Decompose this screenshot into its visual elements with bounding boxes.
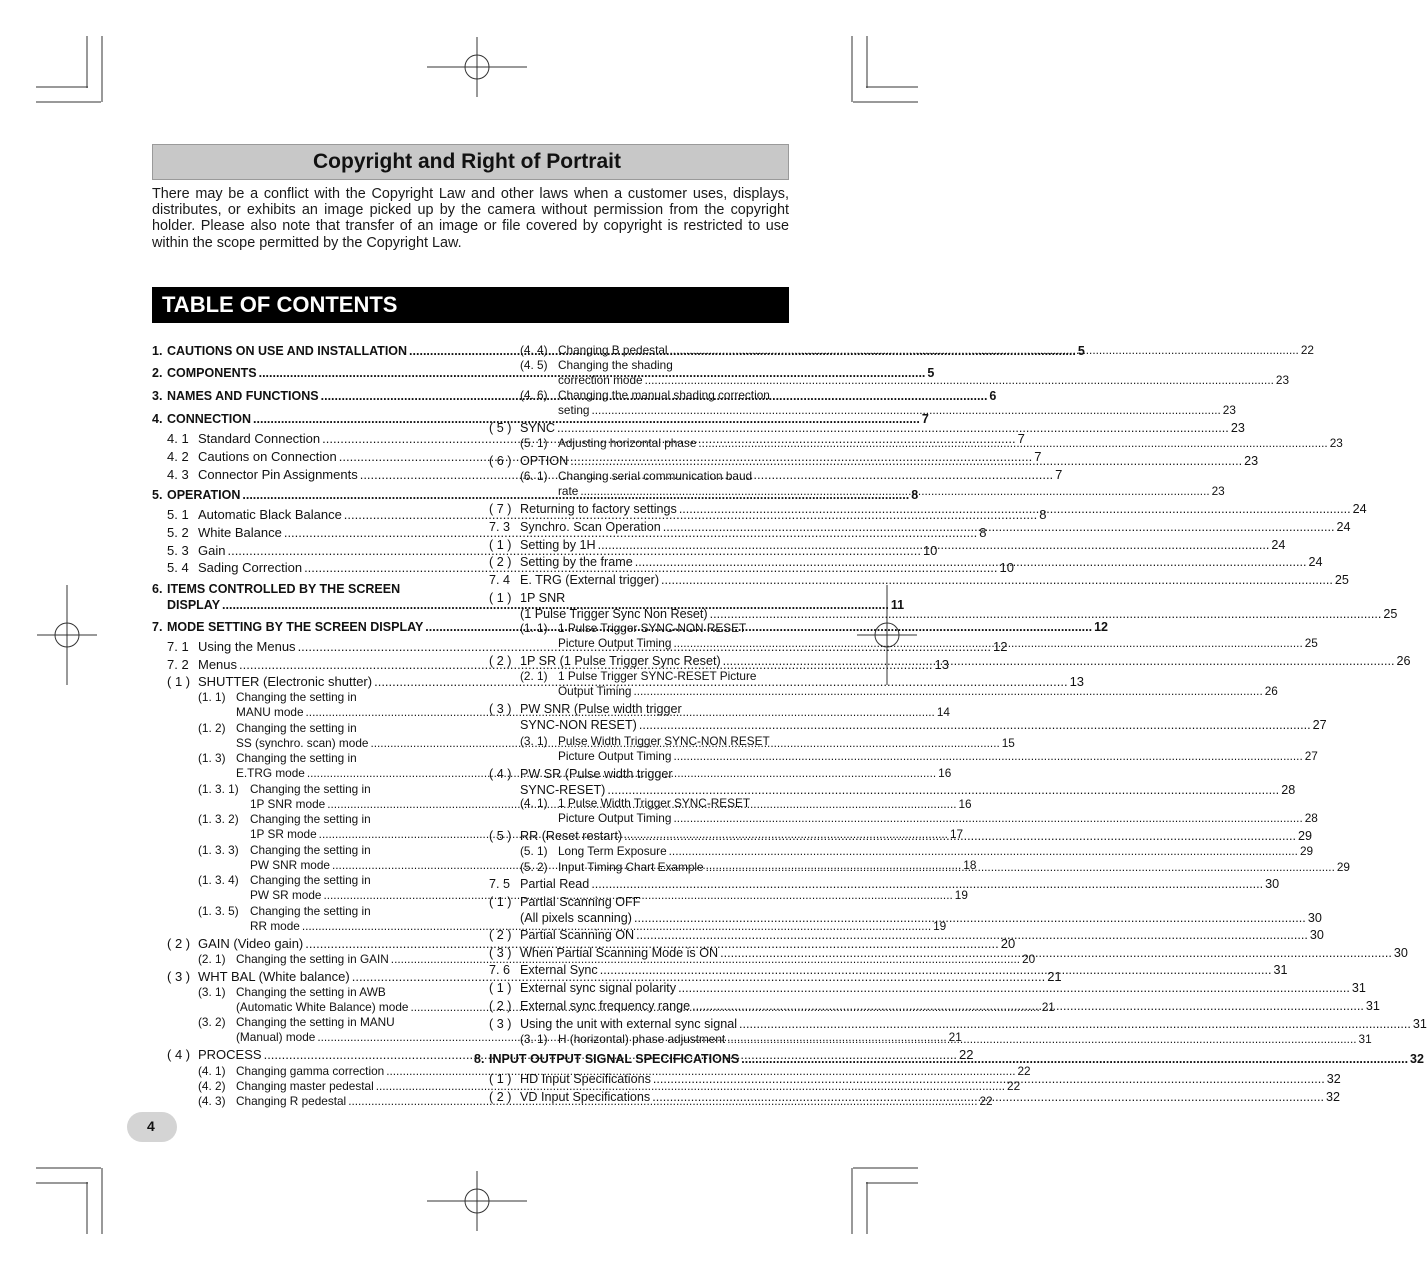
toc-entry-title: White Balance — [198, 525, 282, 540]
toc-entry-title-continued: Picture Output Timing — [558, 749, 672, 763]
toc-entry-page: 7 — [921, 412, 929, 426]
page-number: 4 — [147, 1118, 155, 1134]
toc-entry-title: HD Input Specifications — [520, 1072, 651, 1086]
toc-entry-title: Changing serial communication baud — [558, 469, 753, 483]
toc-entry-page: 27 — [1312, 718, 1327, 732]
toc-entry-page: 23 — [1244, 454, 1259, 468]
toc-entry-page: 28 — [1304, 811, 1318, 825]
toc-entry-title: RR (Reset restart) — [520, 829, 623, 843]
toc-entry-number: ( 2 ) — [489, 928, 512, 942]
toc-entry-number: ( 2 ) — [489, 999, 512, 1013]
dot-leader — [591, 876, 1263, 892]
dot-leader — [698, 436, 1327, 451]
dot-leader — [570, 453, 1242, 469]
toc-entry-title: Adjusting horizontal phase — [558, 436, 697, 450]
toc-entry-title-continued: (Manual) mode — [236, 1030, 316, 1044]
toc-entry-title-continued: 1P SR mode — [250, 827, 317, 841]
toc-entry-title-continued: SS (synchro. scan) mode — [236, 736, 369, 750]
toc-entry-title: Changing B pedestal — [558, 343, 668, 357]
toc-entry[interactable] — [520, 388, 1236, 418]
toc-entry-page: 20 — [1022, 952, 1036, 966]
toc-entry-number: ( 5 ) — [489, 829, 512, 843]
toc-entry-title: Long Term Exposure — [558, 844, 667, 858]
dot-leader — [670, 343, 1299, 358]
toc-entry-title: Changing gamma correction — [236, 1064, 385, 1078]
toc-entry-number: 4. — [152, 412, 163, 426]
toc-entry-title-continued: RR mode — [250, 919, 300, 933]
toc-entry-title: H (horizontal) phase adjustment — [558, 1032, 726, 1046]
toc-entry-title: Cautions on Connection — [198, 449, 337, 464]
toc-entry-title: OPERATION — [167, 488, 241, 502]
toc-entry-title-continued: Output Timing — [558, 684, 632, 698]
toc-entry-title: Automatic Black Balance — [198, 507, 342, 522]
toc-entry-title-continued: (All pixels scanning) — [520, 911, 632, 925]
toc-entry-title: Input Timing Chart Example — [558, 860, 704, 874]
toc-entry-page: 22 — [959, 1047, 974, 1062]
toc-entry[interactable] — [489, 420, 1245, 436]
toc-entry-number: (4. 3) — [198, 1094, 226, 1108]
toc-entry-title: MODE SETTING BY THE SCREEN DISPLAY — [167, 620, 424, 634]
toc-entry-page: 23 — [1329, 436, 1343, 450]
toc-entry-page: 7 — [1017, 431, 1025, 446]
toc-entry-page: 28 — [1281, 783, 1296, 797]
dot-leader — [706, 860, 1335, 875]
toc-entry-title: Changing the setting in MANU — [236, 1015, 395, 1029]
toc-entry-page: 13 — [934, 657, 949, 672]
toc-entry-number: (4. 2) — [198, 1079, 226, 1093]
toc-entry-number: ( 6 ) — [489, 454, 512, 468]
dot-leader — [639, 717, 1311, 733]
toc-entry-title: Changing the shading — [558, 358, 673, 372]
toc-entry-title: Changing R pedestal — [236, 1094, 347, 1108]
toc-entry-title: Synchro. Scan Operation — [520, 520, 661, 534]
toc-entry-title-continued: PW SNR mode — [250, 858, 330, 872]
toc-entry-title: Using the unit with external sync signal — [520, 1017, 738, 1031]
toc-entry-title: COMPONENTS — [167, 366, 257, 380]
toc-entry-title: Changing the setting in — [236, 751, 357, 765]
toc-entry-title: CAUTIONS ON USE AND INSTALLATION — [167, 344, 408, 358]
toc-entry-page: 32 — [1410, 1052, 1424, 1066]
toc-entry-number: (5. 2) — [520, 860, 548, 874]
toc-entry-page: 23 — [1230, 421, 1245, 435]
toc-entry-page: 27 — [1304, 749, 1318, 763]
toc-entry-number: (5. 1) — [520, 844, 548, 858]
toc-entry-title: Partial Scanning ON — [520, 928, 635, 942]
toc-entry-number: (1. 3. 2) — [198, 812, 239, 826]
toc-entry-number: (4. 5) — [520, 358, 548, 372]
toc-entry-page: 17 — [949, 827, 964, 841]
toc-entry[interactable] — [489, 453, 1259, 469]
toc-entry-title: Changing the setting in — [236, 690, 357, 704]
toc-entry-page: 18 — [963, 858, 977, 872]
toc-entry-number: ( 1 ) — [489, 981, 512, 995]
toc-entry-number: ( 1 ) — [167, 674, 191, 689]
toc-entry[interactable] — [520, 436, 1343, 451]
toc-entry-page: 23 — [1222, 403, 1236, 417]
toc-entry-page: 10 — [922, 543, 938, 558]
toc-entry-number: ( 2 ) — [167, 936, 191, 951]
toc-entry-page: 21 — [1041, 1000, 1055, 1014]
toc-entry-number: ( 5 ) — [489, 421, 512, 435]
toc-entry-title-continued: DISPLAY — [167, 598, 221, 612]
toc-entry[interactable] — [489, 501, 1367, 517]
toc-entry-number: (4. 1) — [198, 1064, 226, 1078]
toc-entry-page: 21 — [1047, 969, 1062, 984]
toc-entry-number: (6. 1) — [520, 469, 548, 483]
dot-leader — [624, 828, 1296, 844]
toc-entry-number: 5. — [152, 488, 163, 502]
toc-entry-title-continued: SYNC-NON RESET) — [520, 718, 637, 732]
toc-entry-title: ITEMS CONTROLLED BY THE SCREEN — [167, 582, 401, 596]
toc-entry-title: Connector Pin Assignments — [198, 467, 358, 482]
dot-leader — [661, 572, 1333, 588]
toc-entry-title: Setting by the frame — [520, 555, 633, 569]
toc-entry-title: Using the Menus — [198, 639, 296, 654]
toc-entry-page: 22 — [1300, 343, 1314, 357]
toc-entry-title-continued: E.TRG mode — [236, 766, 305, 780]
toc-entry-title: Changing the setting in — [250, 873, 371, 887]
toc-entry-title-continued: Picture Output Timing — [558, 811, 672, 825]
toc-entry-number: 4. 2 — [167, 449, 189, 464]
toc-entry-title: External Sync — [520, 963, 598, 977]
toc-entry-page: 12 — [993, 639, 1008, 654]
toc-entry-number: 4. 3 — [167, 467, 189, 482]
toc-entry-page: 8 — [911, 488, 919, 502]
dot-leader — [652, 1089, 1324, 1105]
toc-entry-page: 25 — [1334, 573, 1349, 587]
dot-leader — [673, 749, 1302, 764]
dot-leader — [741, 1051, 1408, 1067]
toc-entry-number: (1. 3. 4) — [198, 873, 239, 887]
toc-entry-page: 25 — [1383, 607, 1398, 621]
dot-leader — [679, 501, 1351, 517]
dot-leader — [723, 653, 1395, 669]
toc-entry-page: 24 — [1308, 555, 1323, 569]
toc-entry-title: When Partial Scanning Mode is ON — [520, 946, 719, 960]
toc-entry[interactable] — [167, 936, 1016, 952]
toc-entry-number: (3. 1) — [520, 1032, 548, 1046]
toc-entry-page: 8 — [1039, 507, 1047, 522]
toc-entry-number: 7. 3 — [489, 520, 511, 534]
toc-entry-page: 25 — [1304, 636, 1318, 650]
toc-entry-title-continued: seting — [558, 403, 590, 417]
toc-entry[interactable] — [520, 844, 1314, 859]
toc-entry-title: 1 Pulse Trigger SYNC-NON RESET — [558, 621, 747, 635]
page-number-badge — [127, 1112, 177, 1142]
toc-entry-number: (1. 1) — [520, 621, 548, 635]
toc-entry-title: Returning to factory settings — [520, 502, 677, 516]
toc-entry-title: External sync signal polarity — [520, 981, 677, 995]
toc-entry-number: 8. — [474, 1052, 485, 1066]
toc-entry-title: 1 Pulse Width Trigger SYNC-RESET — [558, 796, 751, 810]
toc-entry-title: 1P SNR — [520, 591, 566, 605]
toc-entry-number: (1. 3. 5) — [198, 904, 239, 918]
dot-leader — [669, 844, 1298, 859]
toc-entry-number: ( 4 ) — [489, 767, 512, 781]
dot-leader — [634, 910, 1306, 926]
toc-entry-title-continued: SYNC-RESET) — [520, 783, 606, 797]
toc-entry-page: 22 — [1007, 1079, 1021, 1093]
toc-entry-number: ( 2 ) — [489, 555, 512, 569]
toc-entry-number: ( 2 ) — [489, 1090, 512, 1104]
toc-entry-title: Partial Read — [520, 877, 590, 891]
toc-heading — [152, 287, 789, 323]
toc-entry-number: (1. 3) — [198, 751, 226, 765]
toc-entry-title: Gain — [198, 543, 226, 558]
toc-entry-page: 30 — [1265, 877, 1280, 891]
toc-entry-title: Changing the setting in — [250, 812, 371, 826]
toc-entry-page: 29 — [1297, 829, 1312, 843]
toc-entry-page: 30 — [1393, 946, 1408, 960]
toc-entry-page: 6 — [989, 389, 997, 403]
toc-entry-number: (2. 1) — [520, 669, 548, 683]
toc-entry[interactable] — [520, 358, 1290, 388]
toc-entry-page: 21 — [948, 1030, 962, 1044]
toc-entry-title: CONNECTION — [167, 412, 252, 426]
toc-entry-title: Setting by 1H — [520, 538, 596, 552]
dot-leader — [673, 811, 1302, 826]
toc-entry-number: 7. 1 — [167, 639, 189, 654]
toc-entry[interactable] — [489, 590, 1398, 622]
toc-entry[interactable] — [520, 469, 1225, 499]
toc-entry-title: SHUTTER (Electronic shutter) — [198, 674, 373, 689]
toc-entry-title: INPUT OUTPUT SIGNAL SPECIFICATIONS — [489, 1052, 740, 1066]
dot-leader — [635, 554, 1307, 570]
toc-entry[interactable] — [152, 411, 929, 427]
toc-entry-number: (1. 3. 3) — [198, 843, 239, 857]
toc-entry-number: ( 1 ) — [489, 1072, 512, 1086]
toc-entry-page: 26 — [1396, 654, 1411, 668]
dot-leader — [720, 945, 1392, 961]
toc-entry-number: (1. 2) — [198, 721, 226, 735]
toc-entry-page: 31 — [1365, 999, 1380, 1013]
copyright-paragraph: There may be a conflict with the Copyright Law and other laws when a customer uses, displays, distributes, or exhibits an image picked up by the camera without permission from the copyright holder. Please also note that transfer of an image or file covered by copyright is restricted to use within the scope permitted by the Copyright Law. — [152, 186, 789, 251]
toc-entry[interactable] — [520, 343, 1314, 358]
toc-entry-title: VD Input Specifications — [520, 1090, 651, 1104]
toc-entry-number: 7. — [152, 620, 163, 634]
toc-entry-number: (1. 3. 1) — [198, 782, 239, 796]
toc-entry-page: 31 — [1412, 1017, 1427, 1031]
toc-entry-title: External sync frequency range — [520, 999, 691, 1013]
toc-entry-title: Partial Scanning OFF — [520, 895, 641, 909]
toc-entry-number: (5. 1) — [520, 436, 548, 450]
toc-entry-title-continued: Picture Output Timing — [558, 636, 672, 650]
dot-leader — [727, 1032, 1356, 1047]
toc-entry-title: Standard Connection — [198, 431, 321, 446]
toc-entry[interactable] — [489, 927, 1324, 943]
toc-entry-page: 15 — [1001, 736, 1015, 750]
toc-entry[interactable] — [489, 980, 1366, 996]
toc-entry-number: (3. 2) — [198, 1015, 226, 1029]
dot-leader — [692, 998, 1364, 1014]
toc-entry-title: WHT BAL (White balance) — [198, 969, 350, 984]
toc-entry-page: 16 — [938, 766, 952, 780]
toc-entry-page: 5 — [927, 366, 935, 380]
toc-entry-number: 7. 2 — [167, 657, 189, 672]
toc-entry-number: (3. 1) — [520, 734, 548, 748]
toc-entry-number: 7. 6 — [489, 963, 511, 977]
toc-entry-number: ( 1 ) — [489, 895, 512, 909]
dot-leader — [710, 606, 1382, 622]
toc-entry-number: ( 1 ) — [489, 591, 512, 605]
toc-entry-title: Changing the setting in GAIN — [236, 952, 389, 966]
toc-entry-title: NAMES AND FUNCTIONS — [167, 389, 319, 403]
toc-entry-page: 26 — [1264, 684, 1278, 698]
toc-entry[interactable] — [489, 1016, 1427, 1032]
dot-leader — [645, 373, 1274, 388]
toc-entry-number: (4. 1) — [520, 796, 548, 810]
toc-entry-title: Changing the setting in — [250, 843, 371, 857]
toc-entry-title: GAIN (Video gain) — [198, 936, 304, 951]
toc-entry-title: Sading Correction — [198, 560, 303, 575]
toc-entry-page: 32 — [1326, 1072, 1341, 1086]
toc-entry-page: 7 — [1055, 467, 1063, 482]
toc-entry-title-continued: MANU mode — [236, 705, 304, 719]
toc-entry-number: ( 2 ) — [489, 654, 512, 668]
dot-leader — [633, 684, 1262, 699]
toc-entry-title-continued: correction mode — [558, 373, 643, 387]
toc-entry-page: 31 — [1273, 963, 1288, 977]
dot-leader — [673, 636, 1302, 651]
toc-entry-title: SYNC — [520, 421, 555, 435]
toc-entry[interactable] — [489, 519, 1351, 535]
copyright-heading — [152, 144, 789, 180]
toc-entry-page: 13 — [1069, 674, 1085, 689]
toc-entry-title: Changing master pedestal — [236, 1079, 374, 1093]
toc-entry-title: Changing the setting in — [236, 721, 357, 735]
toc-entry-title: OPTION — [520, 454, 569, 468]
toc-entry[interactable] — [489, 876, 1280, 892]
toc-entry-title-continued: (1 Pulse Trigger Sync Non Reset) — [520, 607, 708, 621]
toc-entry-page: 23 — [1211, 484, 1225, 498]
toc-entry-page: 24 — [1336, 520, 1351, 534]
toc-entry-page: 31 — [1351, 981, 1366, 995]
toc-entry-page: 24 — [1352, 502, 1367, 516]
toc-entry-title: Changing the setting in AWB — [236, 985, 386, 999]
toc-entry-page: 5 — [1077, 344, 1085, 358]
toc-entry-number: ( 3 ) — [489, 1017, 512, 1031]
toc-entry-title-continued: 1P SNR mode — [250, 797, 326, 811]
toc-entry-title: 1P SR (1 Pulse Trigger Sync Reset) — [520, 654, 721, 668]
dot-leader — [739, 1016, 1411, 1032]
toc-entry-page: 10 — [999, 560, 1014, 575]
toc-entry-page: 22 — [979, 1094, 993, 1108]
dot-leader — [591, 403, 1220, 418]
toc-entry-number: 6. — [152, 582, 163, 596]
toc-entry-page: 23 — [1275, 373, 1290, 387]
toc-entry-page: 7 — [1034, 449, 1042, 464]
toc-entry-title-continued: (Automatic White Balance) mode — [236, 1000, 409, 1014]
toc-entry-number: (3. 1) — [198, 985, 226, 999]
toc-entry-number: (1. 1) — [198, 690, 226, 704]
toc-entry-number: ( 4 ) — [167, 1047, 191, 1062]
toc-entry-page: 30 — [1309, 928, 1324, 942]
dot-leader — [636, 927, 1308, 943]
toc-entry-page: 19 — [954, 888, 968, 902]
toc-entry-title: E. TRG (External trigger) — [520, 573, 660, 587]
dot-leader — [557, 420, 1229, 436]
toc-entry-number: (4. 4) — [520, 343, 548, 357]
toc-entry-title: Pulse Width Trigger SYNC-NON RESET — [558, 734, 770, 748]
toc-entry-number: ( 3 ) — [489, 702, 512, 716]
dot-leader — [663, 519, 1335, 535]
toc-entry-number: 1. — [152, 344, 163, 358]
toc-entry-title: Menus — [198, 657, 238, 672]
dot-leader — [653, 1071, 1325, 1087]
toc-entry-page: 8 — [979, 525, 987, 540]
toc-entry-page: 29 — [1336, 860, 1350, 874]
toc-entry-number: (2. 1) — [198, 952, 226, 966]
toc-entry-number: 7. 5 — [489, 877, 511, 891]
toc-entry-page: 19 — [933, 919, 947, 933]
toc-entry-number: ( 7 ) — [489, 502, 512, 516]
toc-entry-title: Changing the manual shading correction — [558, 388, 770, 402]
toc-entry-number: (4. 6) — [520, 388, 548, 402]
toc-entry-number: 3. — [152, 389, 163, 403]
toc-entry-title-continued: rate — [558, 484, 579, 498]
toc-entry-page: 14 — [936, 705, 950, 719]
toc-entry[interactable] — [489, 572, 1349, 588]
toc-entry-title: Changing the setting in — [250, 904, 371, 918]
dot-leader — [580, 484, 1209, 499]
toc-entry-number: 5. 2 — [167, 525, 189, 540]
toc-entry-page: 29 — [1299, 844, 1314, 858]
toc-entry-number: 7. 4 — [489, 573, 511, 587]
toc-entry-title: Changing the setting in — [250, 782, 371, 796]
toc-entry-number: 5. 3 — [167, 543, 189, 558]
toc-entry-page: 20 — [1000, 936, 1016, 951]
toc-entry-page: 16 — [958, 797, 972, 811]
toc-entry-number: ( 1 ) — [489, 538, 512, 552]
toc-entry-title: PROCESS — [198, 1047, 262, 1062]
toc-entry-title-continued: PW SR mode — [250, 888, 322, 902]
toc-entry-number: 2. — [152, 366, 163, 380]
toc-entry-number: ( 3 ) — [489, 946, 512, 960]
dot-leader — [678, 980, 1350, 996]
toc-entry-page: 30 — [1307, 911, 1322, 925]
toc-entry-page: 31 — [1358, 1032, 1372, 1046]
toc-entry-page: 32 — [1326, 1090, 1341, 1104]
toc-entry-number: 5. 4 — [167, 560, 189, 575]
toc-title: TABLE OF CONTENTS — [162, 292, 398, 317]
toc-entry-number: 5. 1 — [167, 507, 189, 522]
copyright-title: Copyright and Right of Portrait — [313, 150, 621, 173]
toc-entry-page: 12 — [1094, 620, 1108, 634]
dot-leader — [598, 537, 1270, 553]
toc-entry-number: ( 3 ) — [167, 969, 191, 984]
toc-entry-title: PW SNR (Pulse width trigger — [520, 702, 682, 716]
toc-entry-title: 1 Pulse Trigger SYNC-RESET Picture — [558, 669, 757, 683]
toc-entry-title: PW SR (Pulse width trigger — [520, 767, 673, 781]
toc-entry-page: 22 — [1017, 1064, 1031, 1078]
dot-leader — [600, 962, 1272, 978]
toc-entry-page: 11 — [890, 598, 905, 612]
toc-entry-page: 24 — [1271, 538, 1286, 552]
toc-entry-number: 4. 1 — [167, 431, 189, 446]
